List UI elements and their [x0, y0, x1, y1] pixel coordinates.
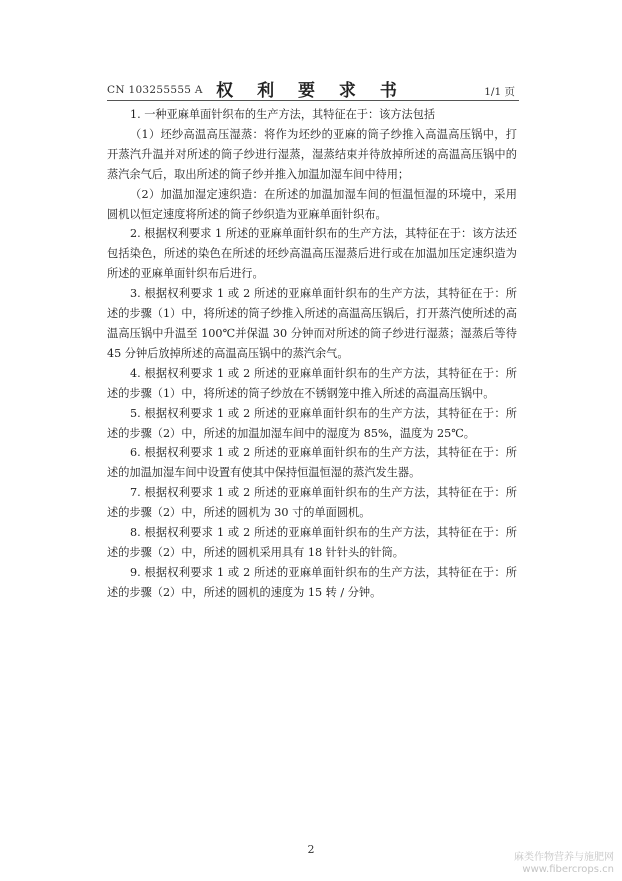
page-title: 权 利 要 求 书 — [216, 81, 406, 101]
claim-paragraph: （2）加温加湿定速织造：在所述的加温加湿车间的恒温恒湿的环境中，采用圆机以恒定速度将所述的筒子纱织造为亚麻单面针织布。 — [107, 187, 517, 221]
watermark-site-name: 麻类作物营养与施肥网 — [514, 852, 614, 863]
header-divider — [107, 100, 519, 101]
claim-paragraph: 7. 根据权利要求 1 或 2 所述的亚麻单面针织布的生产方法，其特征在于：所述的步骤（2）中，所述的圆机为 30 寸的单面圆机。 — [107, 486, 517, 520]
claim-paragraph: 5. 根据权利要求 1 或 2 所述的亚麻单面针织布的生产方法，其特征在于：所述的步骤（2）中，所述的加温加湿车间中的湿度为 85%，温度为 25℃。 — [107, 406, 517, 440]
claim-paragraph: 1. 一种亚麻单面针织布的生产方法，其特征在于：该方法包括 — [130, 108, 436, 121]
claim-paragraph: 8. 根据权利要求 1 或 2 所述的亚麻单面针织布的生产方法，其特征在于：所述的步骤（2）中，所述的圆机采用具有 18 针针头的针筒。 — [107, 526, 517, 559]
site-watermark — [514, 852, 614, 876]
document-number: CN 103255555 A — [107, 84, 203, 96]
claim-paragraph: （1）坯纱高温高压湿蒸：将作为坯纱的亚麻的筒子纱推入高温高压锅中，打开蒸汽升温并对所述的筒子纱进行湿蒸，湿蒸结束并待放掉所述的高温高压锅中的蒸汽余气后，取出所述的筒子纱并推入加温加湿车间中待用； — [107, 127, 517, 181]
claim-paragraph: 3. 根据权利要求 1 或 2 所述的亚麻单面针织布的生产方法，其特征在于：所述的步骤（1）中，将所述的筒子纱推入所述的高温高压锅后，打开蒸汽使所述的高温高压锅中升温至 100℃并保温 30 分钟而对所述的筒子纱进行湿蒸；湿蒸后等待 45 分钟后放掉所述的高温高压锅中的蒸汽余气。 — [107, 287, 517, 360]
claims-text — [107, 105, 517, 603]
claim-paragraph: 9. 根据权利要求 1 或 2 所述的亚麻单面针织布的生产方法，其特征在于：所述的步骤（2）中，所述的圆机的速度为 15 转 / 分钟。 — [107, 565, 517, 599]
page-number: 2 — [307, 843, 315, 856]
page-indicator: 1/1 页 — [484, 86, 515, 98]
claim-paragraph: 2. 根据权利要求 1 所述的亚麻单面针织布的生产方法，其特征在于：该方法还包括染色，所述的染色在所述的坯纱高温高压湿蒸后进行或在加温加压定速织造为所述的亚麻单面针织布后进行。 — [107, 227, 517, 281]
watermark-url: www.fibercrops.cn — [522, 864, 614, 875]
claim-paragraph: 6. 根据权利要求 1 或 2 所述的亚麻单面针织布的生产方法，其特征在于：所述的加温加湿车间中设置有使其中保持恒温恒湿的蒸汽发生器。 — [107, 446, 517, 480]
claim-paragraph: 4. 根据权利要求 1 或 2 所述的亚麻单面针织布的生产方法，其特征在于：所述的步骤（1）中，将所述的筒子纱放在不锈钢笼中推入所述的高温高压锅中。 — [107, 366, 517, 400]
